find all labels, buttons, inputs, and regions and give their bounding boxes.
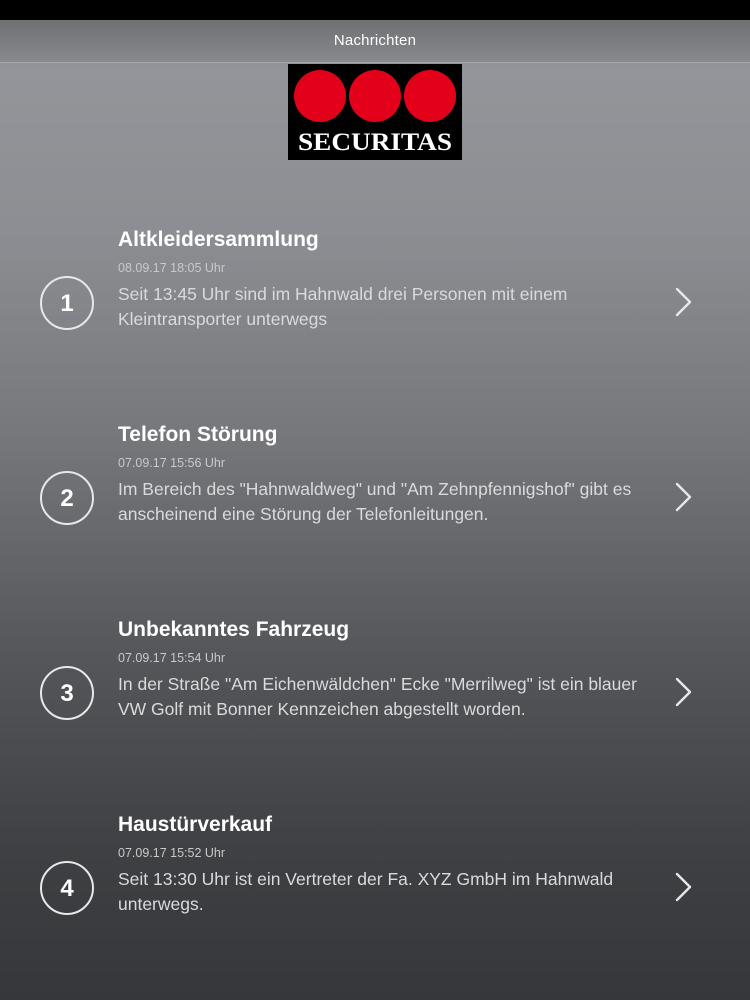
- message-date: 07.09.17 15:52 Uhr: [118, 846, 226, 860]
- message-item[interactable]: [0, 415, 750, 575]
- message-number-badge: 1: [40, 276, 94, 330]
- message-date: 07.09.17 15:56 Uhr: [118, 456, 226, 470]
- message-title: Altkleidersammlung: [118, 228, 319, 251]
- status-bar: [0, 0, 750, 20]
- message-text: Im Bereich des "Hahnwaldweg" und "Am Zehnpfennigshof" gibt es anscheinend eine Störung der Telefonleitungen.: [118, 479, 632, 524]
- message-item[interactable]: [0, 610, 750, 770]
- message-title: Unbekanntes Fahrzeug: [118, 618, 350, 641]
- svg-text:SECURITAS: SECURITAS: [298, 129, 452, 156]
- message-number-badge: 3: [40, 666, 94, 720]
- securitas-logo-graphic: [288, 64, 462, 160]
- chevron-right-icon[interactable]: [672, 286, 694, 318]
- message-text: Seit 13:30 Uhr ist ein Vertreter der Fa. XYZ GmbH im Hahnwald unterwegs.: [118, 869, 614, 914]
- navigation-bar: [0, 20, 750, 63]
- message-date: 08.09.17 18:05 Uhr: [118, 261, 226, 275]
- message-item[interactable]: [0, 220, 750, 380]
- chevron-right-icon[interactable]: [672, 481, 694, 513]
- message-item[interactable]: [0, 805, 750, 965]
- message-title: Telefon Störung: [118, 423, 278, 446]
- message-text: In der Straße "Am Eichenwäldchen" Ecke "Merrilweg" ist ein blauer VW Golf mit Bonner Kennzeichen abgestellt worden.: [118, 674, 637, 719]
- message-date: 07.09.17 15:54 Uhr: [118, 651, 226, 665]
- message-number-badge: 2: [40, 471, 94, 525]
- message-text: Seit 13:45 Uhr sind im Hahnwald drei Personen mit einem Kleintransporter unterwegs: [118, 284, 568, 329]
- message-title: Haustürverkauf: [118, 813, 273, 836]
- message-number-badge: 4: [40, 861, 94, 915]
- page-title: Nachrichten: [333, 32, 417, 49]
- chevron-right-icon[interactable]: [672, 871, 694, 903]
- securitas-logo: [288, 64, 462, 160]
- chevron-right-icon[interactable]: [672, 676, 694, 708]
